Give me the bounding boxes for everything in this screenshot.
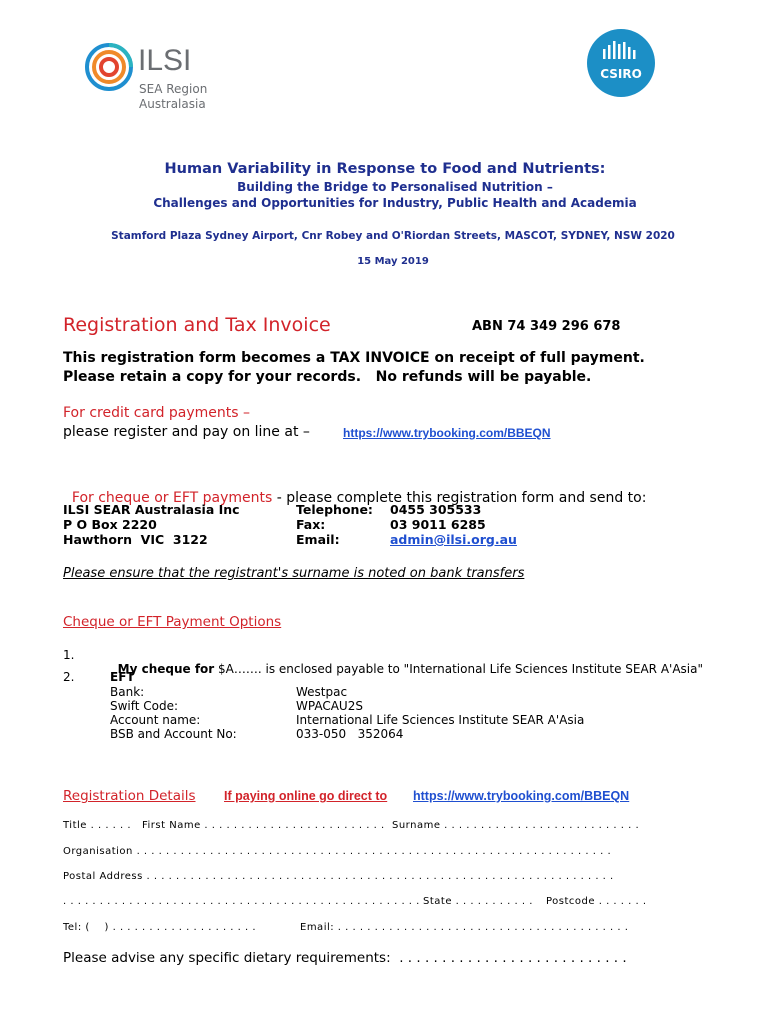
- payment-options-heading: Cheque or EFT Payment Options: [63, 614, 282, 630]
- invoice-note-1: This registration form becomes a TAX INVOICE on receipt of full payment.: [63, 350, 645, 366]
- bank-value: Westpac: [296, 685, 348, 699]
- invoice-note-2: Please retain a copy for your records. No refunds will be payable.: [63, 369, 592, 385]
- postal-address-field[interactable]: Postal Address . . . . . . . . . . . . . . . . . . . . . . . . . . . . . . . . . . . . . . . . . . . . . . . . . . . . . . . . . . . . . . . .: [63, 871, 614, 882]
- bank-label: Bank:: [110, 685, 145, 699]
- surname-note: Please ensure that the registrant's surname is noted on bank transfers: [63, 566, 525, 581]
- ilsi-name: ILSI: [138, 44, 192, 77]
- email-label: Email:: [296, 532, 340, 547]
- surname-field[interactable]: Surname . . . . . . . . . . . . . . . . . . . . . . . . . . .: [392, 820, 640, 831]
- telephone-label: Telephone:: [296, 502, 373, 517]
- csiro-bars-icon: [601, 39, 641, 63]
- first-name-field[interactable]: First Name . . . . . . . . . . . . . . . . . . . . . . . . .: [142, 820, 385, 831]
- ilsi-region-line2: Australasia: [139, 97, 206, 111]
- account-value: International Life Sciences Institute SEAR A'Asia: [296, 713, 585, 727]
- event-date: 15 May 2019: [357, 256, 429, 267]
- dietary-requirements-field[interactable]: Please advise any specific dietary requirements: . . . . . . . . . . . . . . . . . . . . . . . . . . .: [63, 950, 627, 966]
- email-field[interactable]: Email: . . . . . . . . . . . . . . . . . . . . . . . . . . . . . . . . . . . . . . . .: [300, 922, 629, 933]
- cheque-text: - please complete this registration form and send to:: [272, 490, 647, 506]
- address-line-1: ILSI SEAR Australasia Inc: [63, 502, 240, 517]
- event-subtitle-2: Challenges and Opportunities for Industry, Public Health and Academia: [153, 196, 637, 210]
- title-field[interactable]: Title . . . . . .: [63, 820, 132, 831]
- abn-number: ABN 74 349 296 678: [472, 319, 621, 334]
- event-subtitle-1: Building the Bridge to Personalised Nutrition –: [237, 180, 553, 194]
- telephone-field[interactable]: Tel: ( ) . . . . . . . . . . . . . . . . . . . .: [63, 922, 257, 933]
- event-venue: Stamford Plaza Sydney Airport, Cnr Robey and O'Riordan Streets, MASCOT, SYDNEY, NSW 2020: [111, 230, 675, 242]
- option-2-title: EFT: [110, 670, 135, 684]
- address-line-3: Hawthorn VIC 3122: [63, 532, 208, 547]
- option-1-text: [110, 648, 703, 676]
- bsb-label: BSB and Account No:: [110, 727, 237, 741]
- registration-online-text: If paying online go direct to: [224, 789, 388, 803]
- csiro-text: CSIRO: [600, 67, 642, 81]
- swift-value: WPACAU2S: [296, 699, 363, 713]
- option-2-number: 2.: [63, 670, 75, 684]
- ilsi-rings-icon: [84, 42, 134, 92]
- fax-value: 03 9011 6285: [390, 517, 486, 532]
- cheque-heading: For cheque or EFT payments: [71, 490, 273, 506]
- organisation-field[interactable]: Organisation . . . . . . . . . . . . . . . . . . . . . . . . . . . . . . . . . . . . . . . . . . . . . . . . . . . . . . . . . . . . . . . . .: [63, 846, 612, 857]
- fax-label: Fax:: [296, 517, 326, 532]
- invoice-heading: Registration and Tax Invoice: [63, 314, 331, 336]
- email-link[interactable]: admin@ilsi.org.au: [390, 532, 517, 547]
- option-1-number: 1.: [63, 648, 75, 662]
- swift-label: Swift Code:: [110, 699, 179, 713]
- credit-card-heading: For credit card payments –: [63, 405, 251, 421]
- credit-card-text: please register and pay on line at –: [63, 424, 310, 440]
- bsb-value: 033-050 352064: [296, 727, 404, 741]
- account-label: Account name:: [110, 713, 201, 727]
- option-1-bold: My cheque for: [117, 662, 215, 676]
- trybooking-link[interactable]: https://www.trybooking.com/BBEQN: [343, 426, 551, 440]
- telephone-value: 0455 305533: [390, 502, 482, 517]
- registration-online-link[interactable]: https://www.trybooking.com/BBEQN: [413, 789, 630, 803]
- csiro-logo: [587, 29, 655, 97]
- postcode-field[interactable]: Postcode . . . . . . .: [546, 896, 647, 907]
- address-continued-field[interactable]: . . . . . . . . . . . . . . . . . . . . . . . . . . . . . . . . . . . . . . . . . . . . . . . . .: [63, 896, 420, 907]
- event-title: Human Variability in Response to Food and Nutrients:: [164, 161, 606, 177]
- address-line-2: P O Box 2220: [63, 517, 157, 532]
- state-field[interactable]: State . . . . . . . . . . .: [423, 896, 533, 907]
- option-1-rest: $A……. is enclosed payable to "International Life Sciences Institute SEAR A'Asia": [214, 662, 704, 676]
- ilsi-region-line1: SEA Region: [139, 82, 208, 96]
- ilsi-logo: [84, 42, 214, 112]
- registration-heading: Registration Details: [63, 788, 196, 804]
